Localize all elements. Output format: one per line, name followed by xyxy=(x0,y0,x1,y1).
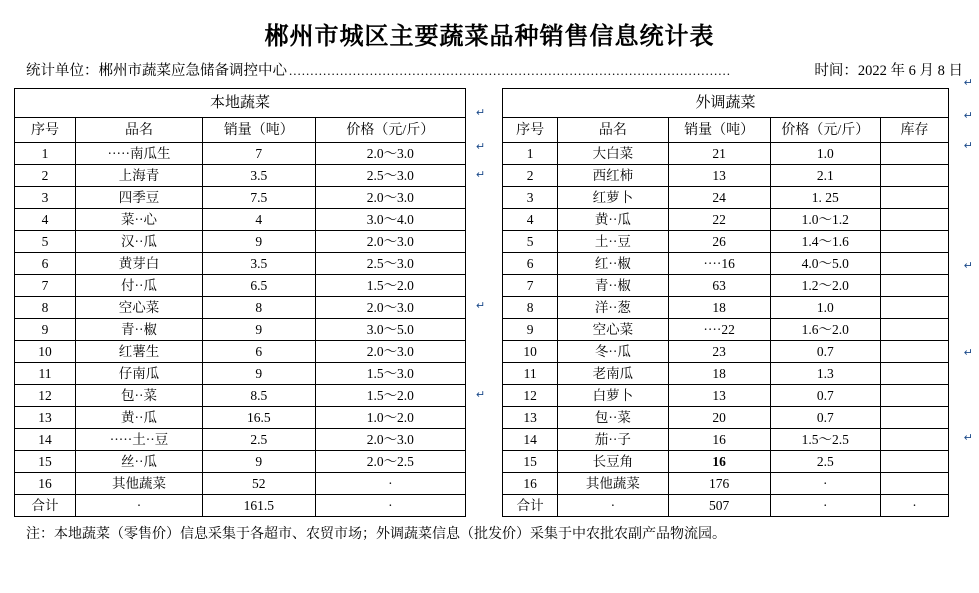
cell-price: 1.2～2.0 xyxy=(770,275,880,297)
cell-stock xyxy=(880,187,948,209)
total-name: · xyxy=(558,495,668,517)
statistics-date-label: 时间：2022 年 6 月 8 日 xyxy=(814,63,963,79)
cell-name: 黄··瓜 xyxy=(76,407,203,429)
cell-sales: 52 xyxy=(202,473,315,495)
cell-seq: 16 xyxy=(503,473,558,495)
cell-seq: 10 xyxy=(15,341,76,363)
table-row xyxy=(503,209,949,231)
column-header-name: 品名 xyxy=(558,118,668,143)
total-label: 合计 xyxy=(503,495,558,517)
cell-sales: 8 xyxy=(202,297,315,319)
cell-seq: 4 xyxy=(503,209,558,231)
cell-sales: 4 xyxy=(202,209,315,231)
cell-price: 2.5～3.0 xyxy=(315,165,465,187)
total-price: · xyxy=(770,495,880,517)
table-column-header-row xyxy=(503,118,949,143)
table-row xyxy=(503,385,949,407)
column-header-stock: 库存 xyxy=(880,118,948,143)
cell-name: 冬··瓜 xyxy=(558,341,668,363)
cell-name: 菜··心 xyxy=(76,209,203,231)
table-row xyxy=(15,473,466,495)
cell-name: 青··椒 xyxy=(558,275,668,297)
paragraph-mark: ↵ xyxy=(476,141,486,153)
cell-price: 2.0～3.0 xyxy=(315,429,465,451)
cell-sales: 13 xyxy=(668,165,770,187)
cell-price: 1.5～3.0 xyxy=(315,363,465,385)
cell-name: ·····土··豆 xyxy=(76,429,203,451)
cell-sales: 7.5 xyxy=(202,187,315,209)
table-row xyxy=(503,429,949,451)
cell-seq: 1 xyxy=(15,143,76,165)
table-total-row xyxy=(503,495,949,517)
total-sales: 161.5 xyxy=(202,495,315,517)
column-header-name: 品名 xyxy=(76,118,203,143)
cell-stock xyxy=(880,143,948,165)
cell-price: 1.5～2.0 xyxy=(315,275,465,297)
table-row xyxy=(503,341,949,363)
cell-name: 空心菜 xyxy=(558,319,668,341)
cell-stock xyxy=(880,253,948,275)
cell-name: 汉··瓜 xyxy=(76,231,203,253)
cell-seq: 16 xyxy=(15,473,76,495)
paragraph-mark: ↵ xyxy=(963,347,973,359)
total-name: · xyxy=(76,495,203,517)
cell-name: 黄··瓜 xyxy=(558,209,668,231)
cell-price: 1.6～2.0 xyxy=(770,319,880,341)
paragraph-mark: ↵ xyxy=(963,432,973,444)
cell-price: 0.7 xyxy=(770,341,880,363)
table-total-row xyxy=(15,495,466,517)
cell-price: 2.0～3.0 xyxy=(315,341,465,363)
cell-sales: 176 xyxy=(668,473,770,495)
cell-sales: 3.5 xyxy=(202,165,315,187)
cell-seq: 2 xyxy=(503,165,558,187)
table-row xyxy=(503,231,949,253)
cell-sales: 18 xyxy=(668,297,770,319)
cell-name: 仔南瓜 xyxy=(76,363,203,385)
cell-sales: 6 xyxy=(202,341,315,363)
cell-name: 白萝卜 xyxy=(558,385,668,407)
cell-sales: 13 xyxy=(668,385,770,407)
total-price: · xyxy=(315,495,465,517)
column-header-sales: 销量（吨） xyxy=(202,118,315,143)
table-row xyxy=(15,209,466,231)
cell-sales: 20 xyxy=(668,407,770,429)
cell-seq: 9 xyxy=(15,319,76,341)
cell-sales: 2.5 xyxy=(202,429,315,451)
cell-name: 长豆角 xyxy=(558,451,668,473)
cell-seq: 5 xyxy=(15,231,76,253)
table-row xyxy=(503,143,949,165)
table-row xyxy=(503,165,949,187)
table-row xyxy=(503,363,949,385)
column-header-price: 价格（元/斤） xyxy=(315,118,465,143)
cell-price: 2.5 xyxy=(770,451,880,473)
cell-seq: 11 xyxy=(15,363,76,385)
cell-seq: 9 xyxy=(503,319,558,341)
cell-seq: 3 xyxy=(15,187,76,209)
cell-sales: 9 xyxy=(202,363,315,385)
cell-sales: 16 xyxy=(668,451,770,473)
cell-seq: 6 xyxy=(15,253,76,275)
cell-name: 空心菜 xyxy=(76,297,203,319)
cell-sales: 63 xyxy=(668,275,770,297)
cell-seq: 2 xyxy=(15,165,76,187)
cell-price: 2.0～3.0 xyxy=(315,231,465,253)
cell-seq: 1 xyxy=(503,143,558,165)
table-row xyxy=(15,385,466,407)
cell-price: 2.5～3.0 xyxy=(315,253,465,275)
column-header-seq: 序号 xyxy=(503,118,558,143)
table-group-header-row xyxy=(15,89,466,118)
cell-seq: 14 xyxy=(15,429,76,451)
cell-price: 1.3 xyxy=(770,363,880,385)
table-row xyxy=(15,165,466,187)
cell-name: 土··豆 xyxy=(558,231,668,253)
cell-name: 黄芽白 xyxy=(76,253,203,275)
table-row xyxy=(15,429,466,451)
page-title: 郴州市城区主要蔬菜品种销售信息统计表 xyxy=(264,24,715,50)
cell-stock xyxy=(880,165,948,187)
footnote: 注：本地蔬菜（零售价）信息采集于各超市、农贸市场；外调蔬菜信息（批发价）采集于中农批农副产品物流园。 xyxy=(26,527,726,542)
cell-price: 1.4～1.6 xyxy=(770,231,880,253)
local-group-header: 本地蔬菜 xyxy=(15,89,466,118)
cell-name: 包··菜 xyxy=(558,407,668,429)
meta-row xyxy=(0,59,979,80)
paragraph-mark: ↵ xyxy=(476,169,486,181)
cell-seq: 5 xyxy=(503,231,558,253)
cell-name: 红萝卜 xyxy=(558,187,668,209)
cell-sales: 9 xyxy=(202,319,315,341)
cell-stock xyxy=(880,407,948,429)
cell-seq: 12 xyxy=(503,385,558,407)
cell-seq: 14 xyxy=(503,429,558,451)
cell-price: · xyxy=(770,473,880,495)
table-row xyxy=(15,275,466,297)
cell-name: 老南瓜 xyxy=(558,363,668,385)
cell-price: 2.0～2.5 xyxy=(315,451,465,473)
cell-price: 1.0 xyxy=(770,297,880,319)
table-row xyxy=(15,451,466,473)
column-header-sales: 销量（吨） xyxy=(668,118,770,143)
paragraph-mark: ↵ xyxy=(963,77,973,89)
cell-price: 2.0～3.0 xyxy=(315,187,465,209)
local-vegetables-table xyxy=(14,88,466,517)
cell-sales: 16 xyxy=(668,429,770,451)
table-row xyxy=(503,253,949,275)
cell-stock xyxy=(880,319,948,341)
paragraph-mark: ↵ xyxy=(963,140,973,152)
table-row xyxy=(503,187,949,209)
table-row xyxy=(503,297,949,319)
cell-name: 红··椒 xyxy=(558,253,668,275)
table-row xyxy=(503,319,949,341)
column-header-price: 价格（元/斤） xyxy=(770,118,880,143)
cell-name: 包··菜 xyxy=(76,385,203,407)
cell-sales: 7 xyxy=(202,143,315,165)
cell-seq: 8 xyxy=(503,297,558,319)
cell-seq: 4 xyxy=(15,209,76,231)
table-row xyxy=(15,297,466,319)
cell-stock xyxy=(880,451,948,473)
cell-price: 0.7 xyxy=(770,385,880,407)
table-row xyxy=(503,473,949,495)
cell-seq: 7 xyxy=(15,275,76,297)
cell-name: 四季豆 xyxy=(76,187,203,209)
cell-sales: 22 xyxy=(668,209,770,231)
cell-price: 4.0～5.0 xyxy=(770,253,880,275)
cell-sales: 26 xyxy=(668,231,770,253)
total-label: 合计 xyxy=(15,495,76,517)
column-header-seq: 序号 xyxy=(15,118,76,143)
cell-name: 付··瓜 xyxy=(76,275,203,297)
cell-stock xyxy=(880,385,948,407)
table-row xyxy=(15,407,466,429)
cell-sales: 21 xyxy=(668,143,770,165)
cell-stock xyxy=(880,341,948,363)
cell-name: 青··椒 xyxy=(76,319,203,341)
table-row xyxy=(15,319,466,341)
cell-sales: 9 xyxy=(202,231,315,253)
external-group-header: 外调蔬菜 xyxy=(503,89,949,118)
table-row xyxy=(503,275,949,297)
cell-price: · xyxy=(315,473,465,495)
cell-stock xyxy=(880,231,948,253)
cell-sales: 23 xyxy=(668,341,770,363)
cell-price: 2.0～3.0 xyxy=(315,297,465,319)
cell-name: 红薯生 xyxy=(76,341,203,363)
cell-price: 1.5～2.0 xyxy=(315,385,465,407)
table-row xyxy=(15,187,466,209)
tables-container xyxy=(0,88,979,517)
table-row xyxy=(503,451,949,473)
cell-price: 3.0～5.0 xyxy=(315,319,465,341)
cell-name: 西红柿 xyxy=(558,165,668,187)
cell-price: 1.0～1.2 xyxy=(770,209,880,231)
total-stock: · xyxy=(880,495,948,517)
cell-name: 茄··子 xyxy=(558,429,668,451)
table-row xyxy=(15,253,466,275)
paragraph-mark: ↵ xyxy=(476,300,486,312)
cell-price: 0.7 xyxy=(770,407,880,429)
cell-price: 3.0～4.0 xyxy=(315,209,465,231)
cell-stock xyxy=(880,275,948,297)
total-sales: 507 xyxy=(668,495,770,517)
table-row xyxy=(15,143,466,165)
cell-sales: ····22 xyxy=(668,319,770,341)
cell-name: 其他蔬菜 xyxy=(558,473,668,495)
cell-name: 丝··瓜 xyxy=(76,451,203,473)
table-group-header-row xyxy=(503,89,949,118)
cell-sales: 6.5 xyxy=(202,275,315,297)
cell-seq: 13 xyxy=(15,407,76,429)
cell-stock xyxy=(880,209,948,231)
table-row xyxy=(503,407,949,429)
cell-name: ·····南瓜生 xyxy=(76,143,203,165)
cell-price: 1.0 xyxy=(770,143,880,165)
cell-name: 大白菜 xyxy=(558,143,668,165)
cell-sales: 16.5 xyxy=(202,407,315,429)
cell-seq: 3 xyxy=(503,187,558,209)
document-page xyxy=(0,16,979,593)
cell-sales: 8.5 xyxy=(202,385,315,407)
cell-price: 2.1 xyxy=(770,165,880,187)
cell-seq: 10 xyxy=(503,341,558,363)
cell-seq: 7 xyxy=(503,275,558,297)
cell-price: 2.0～3.0 xyxy=(315,143,465,165)
table-row xyxy=(15,231,466,253)
cell-seq: 13 xyxy=(503,407,558,429)
table-row xyxy=(15,341,466,363)
cell-seq: 12 xyxy=(15,385,76,407)
cell-seq: 8 xyxy=(15,297,76,319)
cell-stock xyxy=(880,473,948,495)
cell-stock xyxy=(880,363,948,385)
cell-seq: 11 xyxy=(503,363,558,385)
cell-price: 1.0～2.0 xyxy=(315,407,465,429)
cell-stock xyxy=(880,429,948,451)
paragraph-mark: ↵ xyxy=(476,107,486,119)
table-gap xyxy=(466,88,502,401)
cell-name: 洋··葱 xyxy=(558,297,668,319)
table-column-header-row xyxy=(15,118,466,143)
cell-price: 1. 25 xyxy=(770,187,880,209)
paragraph-mark: ↵ xyxy=(963,110,973,122)
cell-sales: 3.5 xyxy=(202,253,315,275)
cell-name: 其他蔬菜 xyxy=(76,473,203,495)
table-row xyxy=(15,363,466,385)
cell-seq: 15 xyxy=(15,451,76,473)
statistics-unit-label: 统计单位：郴州市蔬菜应急储备调控中心 xyxy=(26,63,287,79)
cell-sales: 9 xyxy=(202,451,315,473)
cell-seq: 6 xyxy=(503,253,558,275)
cell-stock xyxy=(880,297,948,319)
cell-sales: ····16 xyxy=(668,253,770,275)
external-vegetables-table xyxy=(502,88,949,517)
paragraph-mark: ↵ xyxy=(476,389,486,401)
cell-sales: 24 xyxy=(668,187,770,209)
cell-sales: 18 xyxy=(668,363,770,385)
paragraph-mark: ↵ xyxy=(963,260,973,272)
meta-dot-leader: ........................................................................................................ xyxy=(289,63,731,78)
cell-seq: 15 xyxy=(503,451,558,473)
cell-price: 1.5～2.5 xyxy=(770,429,880,451)
cell-name: 上海青 xyxy=(76,165,203,187)
